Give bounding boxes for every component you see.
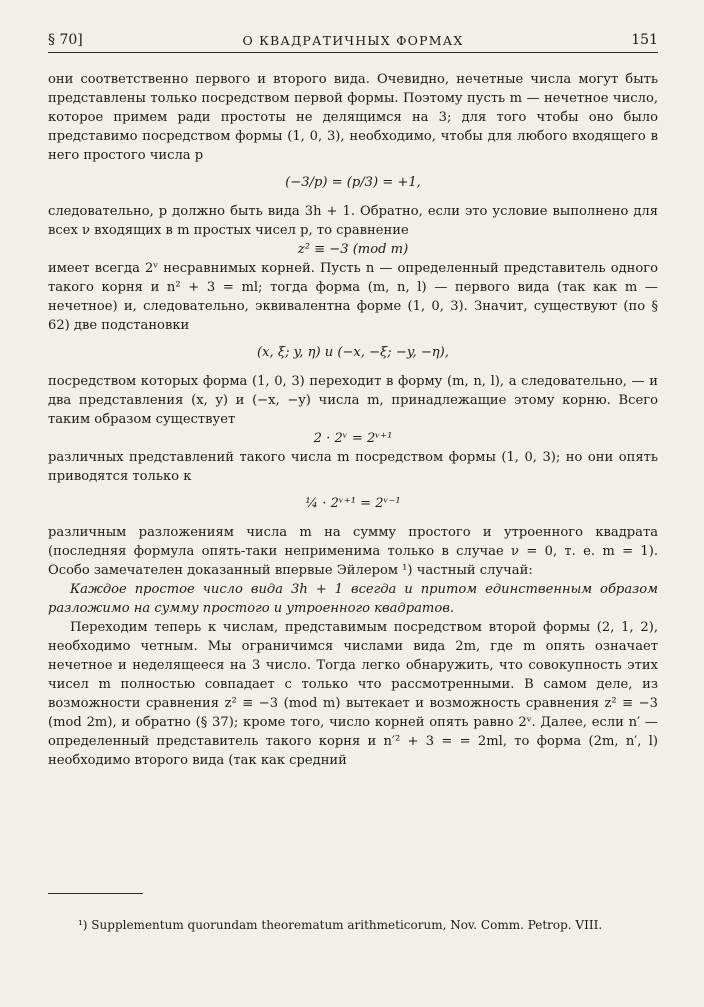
paragraph-5: различных представлений такого числа m посредством формы (1, 0, 3); но они опять приводятся только к: [48, 450, 658, 484]
formula-count: 2 · 2ᵛ = 2ᵛ⁺¹: [313, 431, 393, 446]
paragraph-1: они соответственно первого и второго вида. Очевидно, нечетные числа могут быть представлены только посредством первой формы. Поэтому пусть m — нечетное число, которое примем ради простоты не делящимся на 3; для того чтобы оно было представимо посредством формы (1, 0, 3), необходимо, чтобы для любого входящего в него простого числа p: [48, 72, 658, 163]
paragraph-2: следовательно, p должно быть вида 3h + 1. Обратно, если это условие выполнено для всех ν входящих в m простых чисел p, то сравнение: [48, 204, 658, 238]
running-header: [48, 30, 658, 53]
formula-legendre: (−3/p) = (p/3) = +1,: [285, 175, 421, 190]
theorem-statement: Каждое простое число вида 3h + 1 всегда и притом единственным образом разложимо на сумму простого и утроенного квадратов.: [48, 582, 658, 616]
paragraph-6: различным разложениям числа m на сумму простого и утроенного квадрата (последняя формула опять-таки неприменима только в случае ν = 0, т. е. m = 1). Особо замечателен доказанный впервые Эйлером ¹) частный случай:: [48, 525, 658, 578]
paragraph-3: имеет всегда 2ᵛ несравнимых корней. Пусть n — определенный представитель одного такого корня и n² + 3 = ml; тогда форма (m, n, l) — первого вида (так как m — нечетное) и, следовательно, эквивалентна форме (1, 0, 3). Значит, существуют (по § 62) две подстановки: [48, 261, 658, 333]
footnote: [48, 905, 658, 945]
main-text: [48, 70, 658, 770]
formula-substitutions: (x, ξ; y, η) и (−x, −ξ; −y, −η),: [257, 345, 449, 360]
paragraph-4: посредством которых форма (1, 0, 3) переходит в форму (m, n, l), а следовательно, — и два представления (x, y) и (−x, −y) числа m, принадлежащие этому корню. Всего таким образом существует: [48, 374, 658, 427]
footnote-text: ¹) Supplementum quorundam theorematum arithmeticorum, Nov. Comm. Petrop. VIII.: [78, 918, 603, 932]
running-title: О КВАДРАТИЧНЫХ ФОРМАХ: [242, 33, 464, 48]
paragraph-7: Переходим теперь к числам, представимым посредством второй формы (2, 1, 2), необходимо четным. Мы ограничимся числами вида 2m, где m опять означает нечетное и неделящееся на 3 число. Тогда легко обнаружить, что совокупность этих чисел m полностью совпадает с только что рассмотренными. В самом деле, из возможности сравнения z² ≡ −3 (mod m) вытекает и возможность сравнения z² ≡ −3 (mod 2m), и обратно (§ 37); кроме того, число корней опять равно 2ᵛ. Далее, если n′ — определенный представитель такого корня и n′² + 3 = = 2ml, то форма (2m, n′, l) необходимо второго вида (так как средний: [48, 620, 658, 768]
formula-congruence: z² ≡ −3 (mod m): [297, 242, 409, 257]
section-ref: § 70]: [48, 32, 83, 48]
page-number: 151: [631, 32, 658, 48]
formula-reduced-count: ¼ · 2ᵛ⁺¹ = 2ᵛ⁻¹: [305, 496, 401, 511]
footnote-rule: [48, 893, 143, 894]
